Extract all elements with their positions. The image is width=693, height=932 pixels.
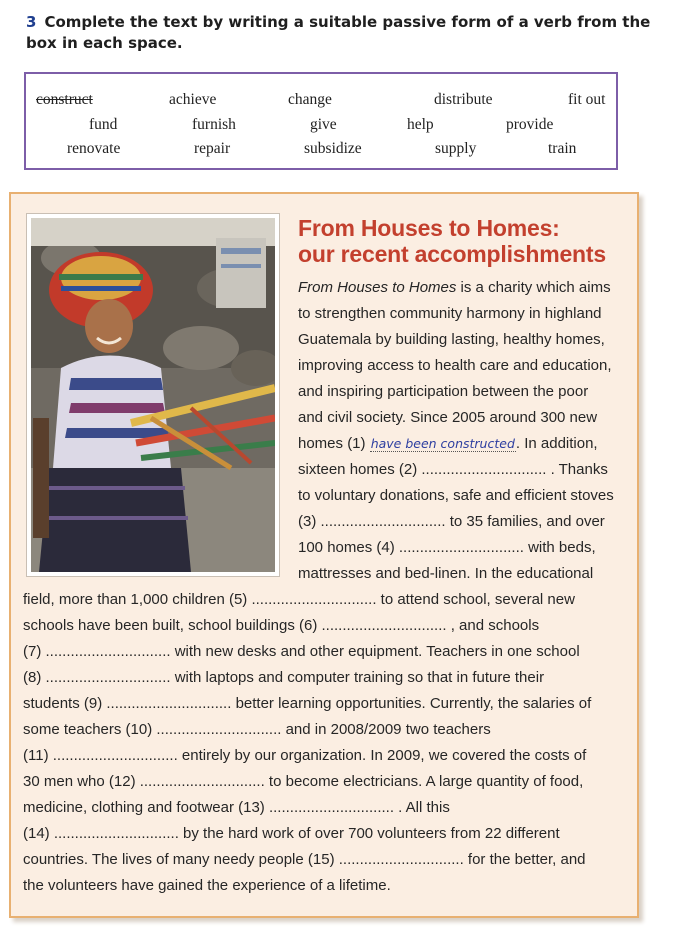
article-title [298,215,628,267]
word-construct: construct [36,91,93,108]
text-line-7: homes (1) have been constructed. In addition, [298,435,598,452]
text-line-1: From Houses to Homes is a charity which aims [298,279,611,296]
article-title-line-1: From Houses to Homes: [298,215,560,241]
text-line-13: field, more than 1,000 children (5) .............................. to attend school, several new [23,591,575,608]
text-line-2: to strengthen community harmony in highland [298,305,602,322]
text-line-18: some teachers (10) .............................. and in 2008/2009 two teachers [23,721,491,738]
text-line-19: (11) .............................. entirely by our organization. In 2009, we covered the costs of [23,747,587,764]
word-fund: fund [89,116,118,133]
instruction-text: Complete the text by writing a suitable passive form of a verb from the box in each space. [26,13,651,52]
text-line-8: sixteen homes (2) .............................. . Thanks [298,461,608,478]
word-achieve: achieve [169,91,217,108]
word-repair: repair [194,140,231,157]
text-line-12: mattresses and bed-linen. In the educational [298,565,594,582]
text-line-22: (14) .............................. by the hard work of over 700 volunteers from 22 different [23,825,560,842]
word-subsidize: subsidize [304,140,362,157]
word-distribute: distribute [434,91,493,108]
word-train: train [548,140,577,157]
exercise-instruction [26,12,666,54]
word-provide: provide [506,116,554,133]
word-supply: supply [435,140,477,157]
text-line-21: medicine, clothing and footwear (13) .............................. . All this [23,799,450,816]
text-line-16: (8) .............................. with laptops and computer training so that in future their [23,669,545,686]
text-line-3: Guatemala by building lasting, healthy homes, [298,331,605,348]
word-furnish: furnish [192,116,236,133]
word-give: give [310,116,337,133]
text-line-4: improving access to health care and education, [298,357,612,374]
article-title-line-2: our recent accomplishments [298,241,606,267]
word-help: help [407,116,434,133]
photo-weaver-girl [27,214,279,576]
text-line-11: 100 homes (4) .............................. with beds, [298,539,596,556]
text-line-15: (7) .............................. with new desks and other equipment. Teachers in one school [23,643,580,660]
text-line-20: 30 men who (12) .............................. to become electricians. A large quantity of food, [23,773,584,790]
word-renovate: renovate [67,140,121,157]
text-line-5: and inspiring participation between the poor [298,383,589,400]
text-line-14: schools have been built, school buildings (6) .............................. , and schools [23,617,540,634]
text-line-6: and civil society. Since 2005 around 300 new [298,409,598,426]
word-change: change [288,91,332,108]
exercise-number: 3 [26,13,37,31]
answer-1-handwritten: have been constructed [370,436,515,451]
word-box [24,72,618,170]
text-line-10: (3) .............................. to 35 families, and over [298,513,605,530]
charity-name: From Houses to Homes [298,279,457,296]
text-line-23: countries. The lives of many needy people (15) .............................. for the better, and [23,851,586,868]
text-line-24: the volunteers have gained the experience of a lifetime. [23,877,391,894]
text-line-17: students (9) .............................. better learning opportunities. Currently, the salaries of [23,695,592,712]
text-line-9: to voluntary donations, safe and efficient stoves [298,487,614,504]
word-fit-out: fit out [568,91,606,108]
